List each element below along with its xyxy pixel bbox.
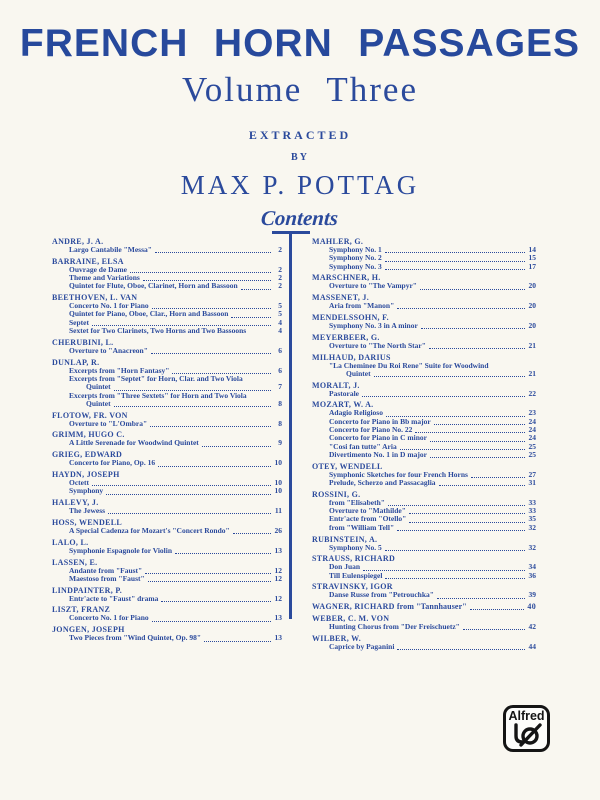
toc-group	[52, 358, 282, 408]
toc-entry	[52, 400, 282, 408]
page-title: FRENCH HORN PASSAGES	[19, 22, 581, 65]
toc-author: MOZART, W. A.	[312, 400, 374, 410]
toc-author: LASSEN, E.	[52, 557, 98, 567]
toc-group	[52, 538, 282, 555]
toc-page-number: 8	[278, 418, 282, 428]
toc-author: DUNLAP, R.	[52, 357, 100, 367]
toc-page-number: 32	[528, 522, 536, 532]
alfred-logo-text: Alfred	[508, 709, 545, 723]
dot-leader	[231, 317, 271, 318]
toc-page-number: 2	[278, 245, 282, 254]
toc-page-number: 20	[528, 281, 536, 291]
toc-page-number: 5	[278, 309, 282, 319]
toc-group	[312, 602, 536, 611]
toc-entry-title: from "William Tell"	[329, 522, 395, 532]
alfred-logo-mark-icon	[510, 723, 544, 747]
toc-author: MEYERBEER, G.	[312, 332, 380, 342]
toc-entry-title: Symphonie Espagnole for Violin	[69, 545, 173, 555]
dot-leader	[204, 641, 271, 642]
toc-entry	[52, 527, 282, 535]
alfred-publisher-logo	[503, 705, 550, 752]
dot-leader	[437, 598, 525, 599]
dot-leader	[463, 629, 525, 630]
toc-author-suffix: from "Tannhauser"	[394, 602, 467, 612]
toc-entry-title: Danse Russe from "Petrouchka"	[329, 590, 434, 600]
toc-author: LISZT, FRANZ	[52, 605, 111, 615]
dot-leader	[114, 406, 271, 407]
dot-leader	[471, 477, 525, 478]
toc-author: HALEVY, J.	[52, 498, 99, 508]
dot-leader	[155, 252, 271, 253]
toc-page-number: 39	[528, 590, 536, 600]
toc-author: BARRAINE, ELSA	[52, 256, 124, 266]
toc-author: WEBER, C. M. VON	[312, 613, 390, 623]
toc-page-number: 12	[274, 593, 282, 603]
toc-author: STRAVINSKY, IGOR	[312, 582, 393, 592]
dot-leader	[385, 261, 525, 262]
dot-leader	[420, 289, 525, 290]
toc-entry-title: Overture to "Mathilde"	[329, 506, 406, 516]
toc-entry-title: Excerpts from "Three Sextets" for Horn and Two Viola	[69, 390, 247, 400]
dot-leader	[385, 252, 525, 253]
toc-page-number: 12	[274, 573, 282, 583]
toc-entry	[312, 524, 536, 532]
toc-author: GRIEG, EDWARD	[52, 450, 123, 460]
toc-page-number: 2	[278, 281, 282, 291]
toc-author: LINDPAINTER, P.	[52, 585, 123, 595]
toc-entry-title: The Jewess	[69, 506, 106, 516]
toc-page-number: 40	[527, 602, 536, 612]
toc-author: MARSCHNER, H.	[312, 273, 381, 283]
toc-group	[52, 605, 282, 622]
toc-page-number: 24	[528, 433, 536, 443]
toc-page-number: 32	[528, 542, 536, 552]
toc-entry	[312, 643, 536, 651]
toc-page-number: 10	[274, 458, 282, 468]
dot-leader	[439, 485, 525, 486]
toc-page-number: 7	[278, 382, 282, 392]
toc-entry	[312, 282, 536, 290]
toc-author: RUBINSTEIN, A.	[312, 534, 378, 544]
toc-entry-title: Symphony No. 2	[329, 253, 382, 263]
toc-entry-title: Concerto for Piano, Op. 16	[69, 458, 156, 468]
toc-entry	[52, 575, 282, 583]
toc-page-number: 26	[274, 525, 282, 535]
contents-column-left	[52, 237, 282, 643]
toc-entry-title: "La Cheminee Du Roi Rene" Suite for Woodwind	[329, 360, 489, 370]
toc-entry	[52, 487, 282, 495]
toc-author: GRIMM, HUGO C.	[52, 430, 125, 440]
toc-page-number: 25	[528, 449, 536, 459]
toc-entry-title: Concerto for Piano in C minor	[329, 433, 427, 443]
dot-leader	[397, 308, 525, 309]
toc-entry	[312, 544, 536, 552]
toc-entry	[312, 322, 536, 330]
toc-entry	[312, 302, 536, 310]
toc-entry-title: Concerto for Piano No. 22	[329, 425, 413, 435]
toc-page-number: 36	[528, 570, 536, 580]
toc-entry-title: "Cosi fan tutte" Aria	[329, 441, 397, 451]
toc-entry	[312, 591, 536, 599]
toc-page-number: 6	[278, 345, 282, 355]
toc-entry-title: Excerpts from "Horn Fantasy"	[69, 365, 170, 375]
toc-entry	[312, 370, 536, 378]
toc-entry-title: A Special Cadenza for Mozart's "Concert Rondo"	[69, 525, 230, 535]
toc-page-number: 24	[528, 416, 536, 426]
dot-leader	[470, 609, 525, 610]
volume-subtitle: Volume Three	[182, 70, 418, 109]
toc-entry-title: Overture to "The Vampyr"	[329, 281, 417, 291]
toc-group	[52, 470, 282, 496]
dot-leader	[385, 550, 525, 551]
dot-leader	[429, 348, 525, 349]
toc-page-number: 22	[528, 388, 536, 398]
dot-leader	[409, 522, 525, 523]
toc-entry	[312, 390, 536, 398]
toc-entry-title: Till Eulenspiegel	[329, 570, 383, 580]
toc-entry-title: Septet	[69, 317, 89, 327]
contents-column-right	[312, 237, 536, 651]
dot-leader	[175, 553, 271, 554]
toc-page-number: 13	[274, 545, 282, 555]
toc-author: MASSENET, J.	[312, 293, 370, 303]
toc-entry-title: Concerto for Piano in Bb major	[329, 416, 431, 426]
dot-leader	[397, 649, 525, 650]
dot-leader	[434, 424, 525, 425]
dot-leader	[397, 530, 525, 531]
toc-entry	[52, 282, 282, 290]
toc-author: LALO, L.	[52, 537, 89, 547]
toc-group	[312, 400, 536, 459]
toc-group	[312, 535, 536, 552]
toc-entry-title: Symphonic Sketches for four French Horns	[329, 469, 468, 479]
toc-author: MAHLER, G.	[312, 237, 364, 246]
toc-author: ROSSINI, G.	[312, 489, 361, 499]
toc-page-number: 11	[274, 506, 282, 516]
dot-leader	[421, 328, 525, 329]
toc-entry	[52, 347, 282, 355]
toc-entry	[312, 623, 536, 631]
toc-page-number: 2	[278, 264, 282, 274]
toc-group	[312, 313, 536, 330]
toc-entry	[312, 263, 536, 271]
toc-entry-title: Concerto No. 1 for Piano	[69, 301, 149, 311]
toc-entry-title: Symphony No. 1	[329, 245, 382, 254]
toc-page-number: 8	[278, 398, 282, 408]
dot-leader	[145, 573, 271, 574]
toc-entry-title: Quintet	[346, 368, 371, 378]
toc-author: OTEY, WENDELL	[312, 461, 383, 471]
dot-leader	[385, 578, 525, 579]
toc-page-number: 4	[278, 317, 282, 327]
toc-author: WILBER, W.	[312, 633, 362, 643]
toc-page-number: 10	[274, 478, 282, 488]
toc-entry-title: Quintet	[86, 398, 111, 408]
contents-heading: Contents	[260, 206, 340, 230]
dot-leader	[108, 513, 271, 514]
toc-group	[312, 273, 536, 290]
toc-group	[312, 634, 536, 651]
toc-entry-title: Sextet for Two Clarinets, Two Horns and Two Bassoons	[69, 326, 247, 336]
dot-leader	[161, 601, 271, 602]
dot-leader	[374, 376, 525, 377]
toc-group	[52, 293, 282, 335]
toc-page-number: 23	[528, 408, 536, 418]
toc-group	[52, 257, 282, 291]
toc-entry-title: Quintet for Flute, Oboe, Clarinet, Horn and Bassoon	[69, 281, 238, 291]
toc-author: MENDELSSOHN, F.	[312, 312, 389, 322]
dot-leader	[150, 426, 271, 427]
toc-entry	[52, 246, 282, 254]
toc-entry-title: Quintet for Piano, Oboe, Clar., Horn and Bassoon	[69, 309, 229, 319]
toc-page-number: 17	[528, 261, 536, 271]
toc-group	[312, 490, 536, 532]
toc-entry-title: Symphony No. 5	[329, 542, 382, 552]
dot-leader	[151, 353, 271, 354]
toc-group	[312, 333, 536, 350]
toc-group	[312, 353, 536, 379]
toc-page-number: 25	[528, 441, 536, 451]
toc-group	[312, 381, 536, 398]
toc-page-number: 4	[278, 326, 282, 336]
toc-page-number: 12	[274, 565, 282, 575]
toc-page-number: 6	[278, 365, 282, 375]
toc-entry	[312, 451, 536, 459]
toc-page-number: 15	[528, 253, 536, 263]
toc-entry	[312, 342, 536, 350]
toc-group	[52, 338, 282, 355]
toc-page-number: 31	[528, 478, 536, 488]
toc-entry-title: Maestoso from "Faust"	[69, 573, 145, 583]
toc-entry-title: Excerpts from "Septet" for Horn, Clar. and Two Viola	[69, 373, 243, 383]
dot-leader	[158, 466, 271, 467]
toc-entry	[52, 420, 282, 428]
toc-entry-title: Prelude, Scherzo and Passacaglia	[329, 478, 436, 488]
toc-group	[52, 498, 282, 515]
toc-entry-title: Ouvrage de Dame	[69, 264, 127, 274]
toc-author: HOSS, WENDELL	[52, 517, 122, 527]
toc-group	[52, 450, 282, 467]
toc-group	[312, 293, 536, 310]
toc-entry-title: Overture to "Anacreon"	[69, 345, 148, 355]
toc-author: ANDRE, J. A.	[52, 237, 104, 246]
dot-leader	[241, 289, 271, 290]
toc-entry	[52, 595, 282, 603]
dot-leader	[130, 272, 271, 273]
toc-entry-title: Caprice by Paganini	[329, 641, 395, 651]
dot-leader	[233, 533, 271, 534]
toc-entry-title: Symphony No. 3 in A minor	[329, 320, 418, 330]
toc-entry	[52, 507, 282, 515]
toc-entry-title: Overture to "The North Star"	[329, 340, 426, 350]
toc-page-number: 21	[528, 368, 536, 378]
toc-entry-title: Pastorale	[329, 388, 359, 398]
contents-divider-rule	[289, 231, 292, 619]
toc-entry-title: Largo Cantabile "Messa"	[69, 245, 152, 254]
toc-entry-title: Divertimento No. 1 in D major	[329, 449, 427, 459]
header	[0, 24, 600, 231]
toc-entry-title: from "Elisabeth"	[329, 497, 385, 507]
toc-page-number: 27	[528, 469, 536, 479]
toc-entry-title: Symphony	[69, 486, 104, 496]
toc-author: CHERUBINI, L.	[52, 337, 114, 347]
toc-entry-title: Andante from "Faust"	[69, 565, 143, 575]
toc-group	[52, 237, 282, 254]
toc-entry	[52, 439, 282, 447]
toc-page-number: 42	[528, 621, 536, 631]
toc-page-number: 34	[528, 562, 536, 572]
author-name: MAX P. POTTAG	[180, 170, 420, 200]
toc-group	[52, 518, 282, 535]
toc-author: FLOTOW, FR. VON	[52, 410, 128, 420]
toc-group	[312, 614, 536, 631]
toc-entry-title: Entr'acte to "Faust" drama	[69, 593, 159, 603]
toc-author: JONGEN, JOSEPH	[52, 625, 125, 635]
toc-group	[312, 582, 536, 599]
toc-entry	[52, 459, 282, 467]
toc-page-number: 2	[278, 273, 282, 283]
dot-leader	[363, 570, 525, 571]
dot-leader	[202, 446, 271, 447]
toc-author: STRAUSS, RICHARD	[312, 554, 396, 564]
toc-entry	[52, 614, 282, 622]
toc-author-row	[312, 602, 536, 611]
toc-entry-title: Overture to "L'Ombra"	[69, 418, 148, 428]
toc-group	[52, 430, 282, 447]
dot-leader	[415, 432, 525, 433]
toc-page-number: 5	[278, 301, 282, 311]
toc-author: MILHAUD, DARIUS	[312, 352, 391, 362]
dot-leader	[385, 269, 525, 270]
toc-entry-title: Entr'acte from "Otello"	[329, 514, 407, 524]
toc-page-number: 9	[278, 438, 282, 448]
toc-entry-title: Two Pieces from "Wind Quintet, Op. 98"	[69, 633, 202, 643]
toc-entry	[52, 547, 282, 555]
dot-leader	[152, 621, 271, 622]
toc-entry	[52, 327, 282, 335]
dot-leader	[148, 581, 271, 582]
toc-group	[312, 462, 536, 488]
toc-entry	[312, 572, 536, 580]
toc-entry-title: Don Juan	[329, 562, 361, 572]
toc-group	[312, 237, 536, 271]
by-label: BY	[291, 152, 309, 163]
dot-leader	[92, 485, 271, 486]
toc-entry-title: Octett	[69, 478, 89, 488]
toc-entry-title: Aria from "Manon"	[329, 301, 395, 311]
toc-page-number: 13	[274, 613, 282, 623]
toc-entry-title: Hunting Chorus from "Der Freischuetz"	[329, 621, 460, 631]
extracted-label: EXTRACTED	[248, 128, 352, 142]
toc-group	[312, 554, 536, 580]
dot-leader	[388, 505, 525, 506]
toc-entry-title: Symphony No. 3	[329, 261, 382, 271]
toc-page-number: 33	[528, 506, 536, 516]
toc-page-number: 33	[528, 497, 536, 507]
toc-entry-title: Concerto No. 1 for Piano	[69, 613, 149, 623]
toc-page-number: 35	[528, 514, 536, 524]
toc-page-number: 20	[528, 301, 536, 311]
toc-group	[52, 586, 282, 603]
toc-author: WAGNER, RICHARD	[312, 602, 395, 612]
toc-entry	[52, 634, 282, 642]
toc-page-number: 10	[274, 486, 282, 496]
toc-entry-title: Quintet	[86, 382, 111, 392]
toc-group	[52, 625, 282, 642]
toc-author: MORALT, J.	[312, 380, 360, 390]
dot-leader	[430, 441, 525, 442]
toc-page-number: 14	[528, 245, 536, 254]
toc-page-number: 24	[528, 425, 536, 435]
toc-page-number: 21	[528, 340, 536, 350]
toc-page-number: 13	[274, 633, 282, 643]
toc-page-number: 20	[528, 320, 536, 330]
toc-group	[52, 558, 282, 584]
dot-leader	[430, 457, 525, 458]
dot-leader	[409, 513, 525, 514]
toc-entry-title: Adagio Religioso	[329, 408, 383, 418]
toc-entry-title: Theme and Variations	[69, 273, 140, 283]
toc-group	[52, 411, 282, 428]
dot-leader	[106, 494, 271, 495]
toc-entry	[312, 479, 536, 487]
dot-leader	[362, 396, 525, 397]
toc-author: BEETHOVEN, L. VAN	[52, 293, 138, 303]
toc-page-number: 44	[528, 641, 536, 651]
toc-author: HAYDN, JOSEPH	[52, 470, 120, 480]
toc-entry-title: A Little Serenade for Woodwind Quintet	[69, 438, 199, 448]
